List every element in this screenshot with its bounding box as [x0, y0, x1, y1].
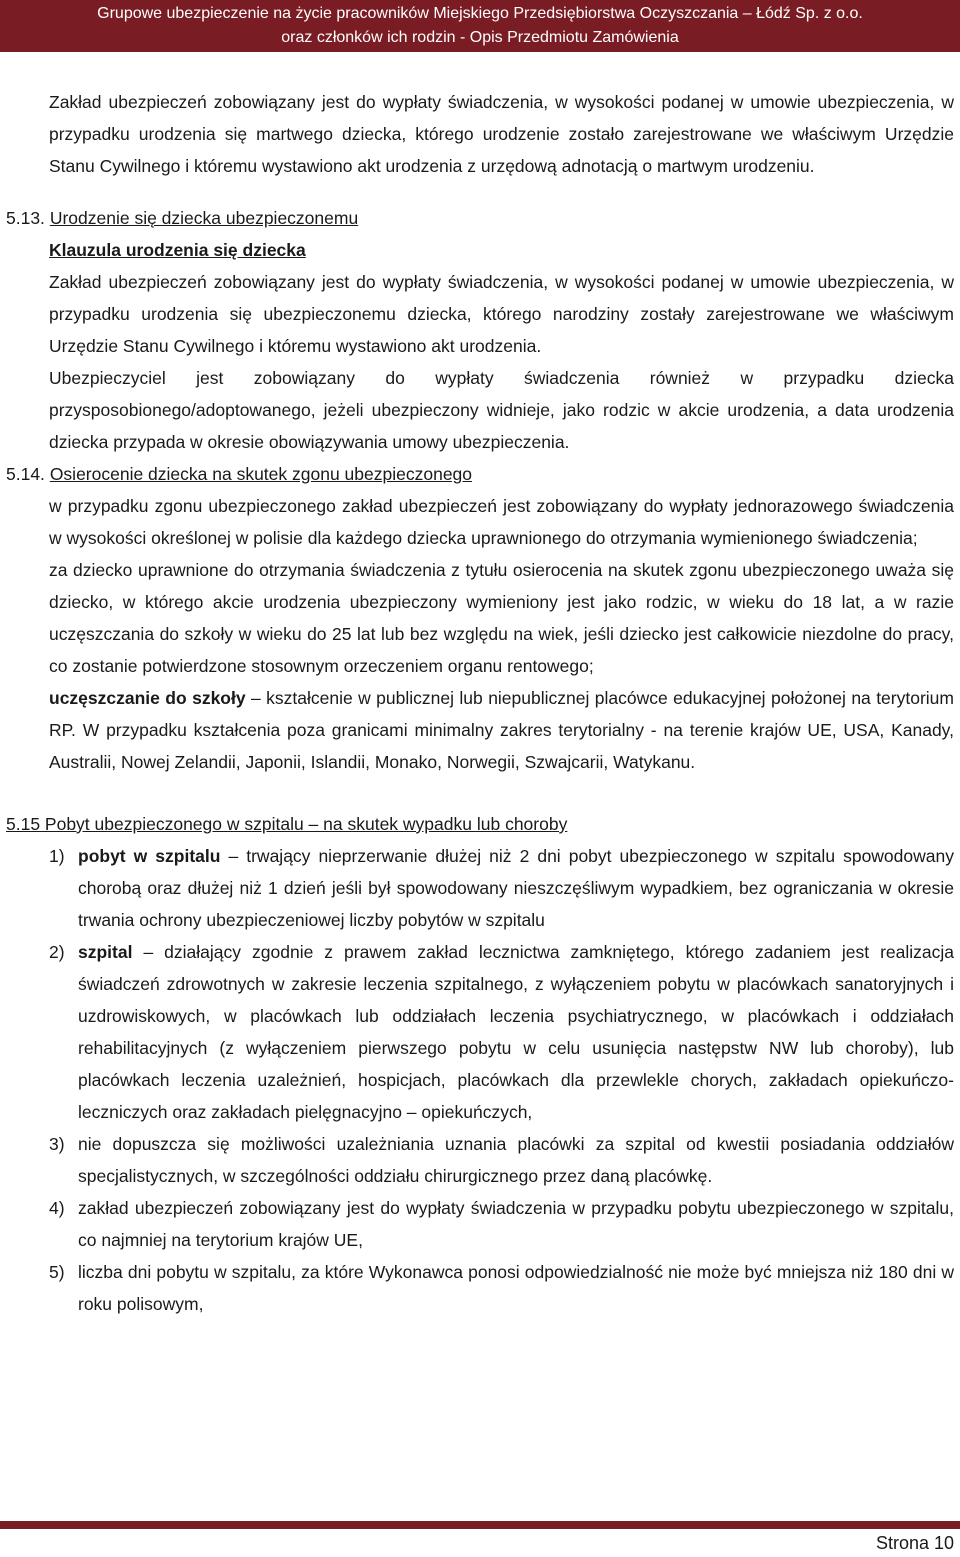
section-5-13-paragraph-2: Ubezpieczyciel jest zobowiązany do wypłaty świadczenia również w przypadku dziecka przysposobionego/adoptowanego, jeżeli ubezpieczony widnieje, jako rodzic w akcie urodzenia, a data urodzenia dziecka przypada w okresie obowiązywania umowy ubezpieczenia. — [49, 368, 954, 452]
list-item — [49, 1256, 954, 1320]
list-item — [49, 1128, 954, 1192]
header-title-line1: Grupowe ubezpieczenie na życie pracowników Miejskiego Przedsiębiorstwa Oczyszczania – Łódź Sp. z o.o. — [97, 5, 863, 22]
section-5-13-number: 5.13. — [6, 208, 45, 228]
list-item-text: – działający zgodnie z prawem zakład lecznictwa zamkniętego, którego zadaniem jest realizacja świadczeń zdrowotnych w zakresie leczenia szpitalnego, z wyłączeniem pobytu w placówkach sanatoryjnych i uzdrowiskowych, w placówkach lub oddziałach leczenia psychiatrycznego, w placówkach i oddziałach rehabilitacyjnych (z wyłączeniem pierwszego pobytu w celu usunięcia następstw NW lub choroby), lub placówkach leczenia uzależnień, hospicjach, placówkach dla przewlekle chorych, zakładach opiekuńczo-leczniczych oraz zakładach pielęgnacyjno – opiekuńczych, — [78, 942, 954, 1122]
header-title-line2: oraz członków ich rodzin - Opis Przedmiotu Zamówienia — [281, 29, 679, 46]
section-5-14-title: Osierocenie dziecka na skutek zgonu ubezpieczonego — [49, 464, 473, 484]
document-body — [0, 86, 960, 1320]
section-5-13-title: Urodzenie się dziecka ubezpieczonemu — [49, 208, 359, 228]
spacer — [0, 778, 960, 808]
list-item — [49, 840, 954, 936]
section-5-14-heading — [0, 458, 960, 490]
section-5-15-heading — [0, 808, 960, 840]
spacer — [0, 182, 960, 202]
list-item-text: liczba dni pobytu w szpitalu, za które Wykonawca ponosi odpowiedzialność nie może być mniejsza niż 180 dni w roku polisowym, — [78, 1262, 954, 1314]
section-5-15-title: 5.15 Pobyt ubezpieczonego w szpitalu – na skutek wypadku lub choroby — [6, 814, 568, 834]
list-item — [49, 1192, 954, 1256]
list-item-number: 4) — [49, 1198, 65, 1218]
list-item-term: szpital — [78, 942, 133, 962]
list-item-text: – trwający nieprzerwanie dłużej niż 2 dni pobyt ubezpieczonego w szpitalu spowodowany chorobą oraz dłużej niż 1 dzień jeśli był spowodowany nieszczęśliwym wypadkiem, bez ograniczania w okresie trwania ochrony ubezpieczeniowej liczby pobytów w szpitalu — [78, 846, 954, 930]
footer-divider — [0, 1521, 960, 1527]
list-item-number: 1) — [49, 846, 65, 866]
intro-paragraph: Zakład ubezpieczeń zobowiązany jest do wypłaty świadczenia, w wysokości podanej w umowie ubezpieczenia, w przypadku urodzenia się martwego dziecka, którego urodzenie zostało zarejestrowane we właściwym Urzędzie Stanu Cywilnego i któremu wystawiono akt urodzenia z urzędową adnotacją o martwym urodzeniu. — [49, 92, 954, 176]
page-header — [0, 0, 960, 52]
section-5-14-paragraph-3 — [49, 682, 954, 778]
page-number: Strona 10 — [875, 1533, 954, 1553]
section-5-14-paragraph-2: za dziecko uprawnione do otrzymania świadczenia z tytułu osierocenia na skutek zgonu ubezpieczonego uważa się dziecko, w którego akcie urodzenia ubezpieczony wymieniony jest jako rodzic, w wieku do 18 lat, a w razie uczęszczania do szkoły w wieku do 25 lat lub bez względu na wiek, jeśli dziecko jest całkowicie niezdolne do pracy, co zostanie potwierdzone stosownym orzeczeniem organu rentowego; — [49, 560, 954, 676]
section-5-13-paragraph-1: Zakład ubezpieczeń zobowiązany jest do wypłaty świadczenia, w wysokości podanej w umowie ubezpieczenia, w przypadku urodzenia się ubezpieczonemu dziecka, którego narodziny zostały zarejestrowane we właściwym Urzędzie Stanu Cywilnego i któremu wystawiono akt urodzenia. — [49, 272, 954, 356]
section-5-13-clause-heading — [49, 234, 954, 266]
definition-text: – kształcenie w publicznej lub niepublicznej placówce edukacyjnej położonej na terytorium RP. W przypadku kształcenia poza granicami minimalny zakres terytorialny - na terenie krajów UE, USA, Kanady, Australii, Nowej Zelandii, Japonii, Islandii, Monako, Norwegii, Szwajcarii, Watykanu. — [49, 688, 954, 772]
list-item-number: 3) — [49, 1134, 65, 1154]
list-item-text: zakład ubezpieczeń zobowiązany jest do wypłaty świadczenia w przypadku pobytu ubezpieczonego w szpitalu, co najmniej na terytorium krajów UE, — [78, 1198, 954, 1250]
list-item-number: 5) — [49, 1262, 65, 1282]
clause-title: Klauzula urodzenia się dziecka — [49, 240, 306, 260]
list-item-term: pobyt w szpitalu — [78, 846, 221, 866]
list-item — [49, 936, 954, 1128]
section-5-13-heading — [0, 202, 960, 234]
section-5-14-number: 5.14. — [6, 464, 45, 484]
definition-term: uczęszczanie do szkoły — [49, 688, 246, 708]
section-5-15-list — [0, 840, 960, 1320]
list-item-text: nie dopuszcza się możliwości uzależniania uznania placówki za szpital od kwestii posiadania oddziałów specjalistycznych, w szczególności oddziału chirurgicznego przez daną placówkę. — [78, 1134, 954, 1186]
section-5-14-paragraph-1: w przypadku zgonu ubezpieczonego zakład ubezpieczeń jest zobowiązany do wypłaty jednorazowego świadczenia w wysokości określonej w polisie dla każdego dziecka uprawnionego do otrzymania wymienionego świadczenia; — [49, 496, 954, 548]
list-item-number: 2) — [49, 942, 65, 962]
